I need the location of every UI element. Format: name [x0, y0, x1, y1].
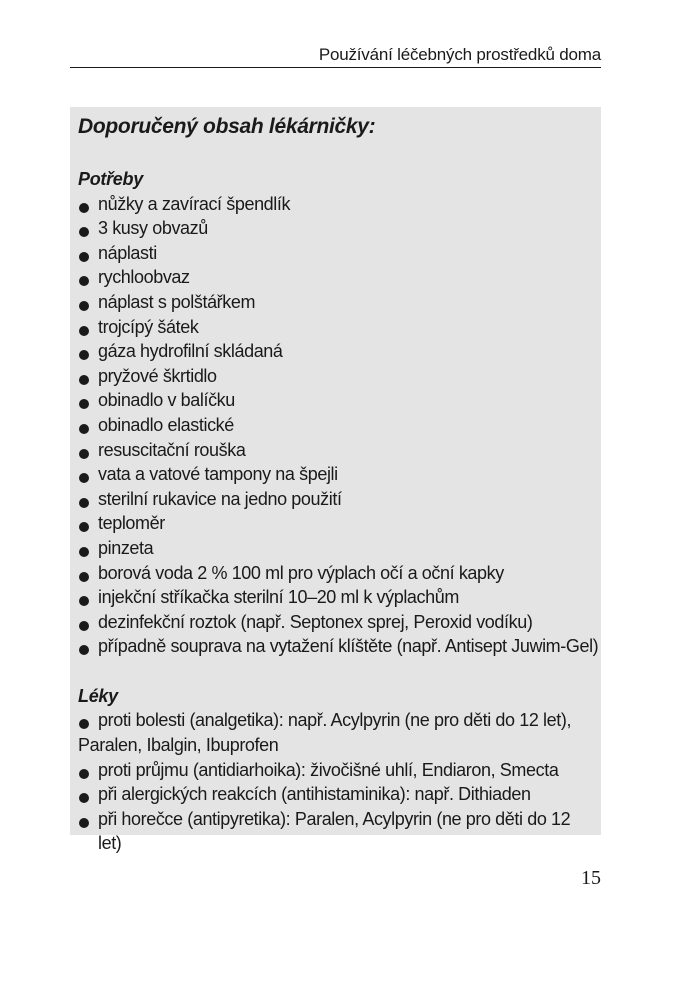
list-item-text: dezinfekční roztok (např. Septonex sprej, Peroxid vodíku) [98, 611, 533, 632]
list-item-text: náplasti [98, 242, 157, 263]
bullet-icon [79, 399, 89, 409]
list-item [78, 364, 593, 389]
bullet-icon [79, 424, 89, 434]
list-item-text: injekční stříkačka sterilní 10–20 ml k výplachům [98, 587, 459, 608]
list-item-text: proti průjmu (antidiarhoika): živočišné uhlí, Endiaron, Smecta [98, 759, 559, 780]
list-item [78, 192, 593, 217]
list-item [78, 241, 593, 266]
bullet-icon [79, 498, 89, 508]
list-item [78, 462, 593, 487]
bullet-icon [79, 449, 89, 459]
list-item [78, 758, 593, 783]
bullet-icon [79, 621, 89, 631]
bullet-icon [79, 203, 89, 213]
list-item [78, 585, 593, 610]
list-item-text: vata a vatové tampony na špejli [98, 464, 338, 485]
running-header: Používání léčebných prostředků doma [318, 45, 601, 64]
list-item [78, 782, 593, 807]
list-item-text: gáza hydrofilní skládaná [98, 341, 283, 362]
list-item-text: případně souprava na vytažení klíštěte (např. Antisept Juwim-Gel) [98, 636, 599, 657]
bullet-icon [79, 645, 89, 655]
list-item [78, 413, 593, 438]
list-item-text: obinadlo elastické [98, 414, 234, 435]
list-item [78, 536, 593, 561]
medicines-heading: Léky [78, 685, 118, 706]
list-item-text: sterilní rukavice na jedno použití [98, 488, 342, 509]
bullet-icon [79, 473, 89, 483]
bullet-icon [79, 350, 89, 360]
list-item [78, 634, 599, 659]
list-item [78, 339, 593, 364]
list-item [78, 388, 593, 413]
page-number: 15 [581, 867, 601, 889]
bullet-icon [79, 375, 89, 385]
list-item-text: borová voda 2 % 100 ml pro výplach očí a oční kapky [98, 562, 504, 583]
supplies-heading: Potřeby [78, 169, 143, 189]
list-item-text: při horečce (antipyretika): Paralen, Acylpyrin (ne pro děti do 12 let) [98, 808, 571, 854]
bullet-icon [79, 252, 89, 262]
list-item [78, 610, 593, 635]
header-rule [70, 67, 601, 68]
list-item-text: nůžky a zavírací špendlík [98, 193, 291, 214]
list-item [78, 487, 593, 512]
list-item-text: pryžové škrtidlo [98, 365, 217, 386]
list-item [78, 561, 593, 586]
bullet-icon [79, 547, 89, 557]
box-title: Doporučený obsah lékárničky: [78, 115, 376, 138]
bullet-icon [79, 301, 89, 311]
bullet-icon [79, 276, 89, 286]
list-item-text: trojcípý šátek [98, 316, 199, 337]
section-gap [78, 659, 593, 684]
bullet-icon [79, 326, 89, 336]
list-item-text: obinadlo v balíčku [98, 390, 235, 411]
list-item [78, 265, 593, 290]
list-item [78, 216, 593, 241]
bullet-icon [79, 769, 89, 779]
list-item [78, 708, 593, 757]
list-item [78, 807, 593, 856]
bullet-icon [79, 818, 89, 828]
list-item-text: rychloobvaz [98, 267, 190, 288]
list-item [78, 511, 593, 536]
bullet-icon [79, 572, 89, 582]
supplies-list [78, 192, 599, 659]
bullet-icon [79, 227, 89, 237]
list-item-text: resuscitační rouška [98, 439, 246, 460]
list-item-text: teploměr [98, 513, 165, 534]
bullet-icon [79, 793, 89, 803]
list-item-text: náplast s polštářkem [98, 291, 256, 312]
list-item-text: proti bolesti (analgetika): např. Acylpyrin (ne pro děti do 12 let), Paralen, Ibalgin, Ibuprofen [78, 710, 572, 756]
list-item [78, 290, 593, 315]
list-item [78, 315, 593, 340]
bullet-icon [79, 719, 89, 729]
list-item-text: 3 kusy obvazů [98, 218, 208, 239]
first-aid-kit-box [70, 107, 601, 854]
bullet-icon [79, 596, 89, 606]
bullet-icon [79, 522, 89, 532]
medicines-list [78, 708, 593, 856]
list-item [78, 438, 593, 463]
list-item-text: při alergických reakcích (antihistaminika): např. Dithiaden [98, 784, 531, 805]
list-item-text: pinzeta [98, 537, 154, 558]
